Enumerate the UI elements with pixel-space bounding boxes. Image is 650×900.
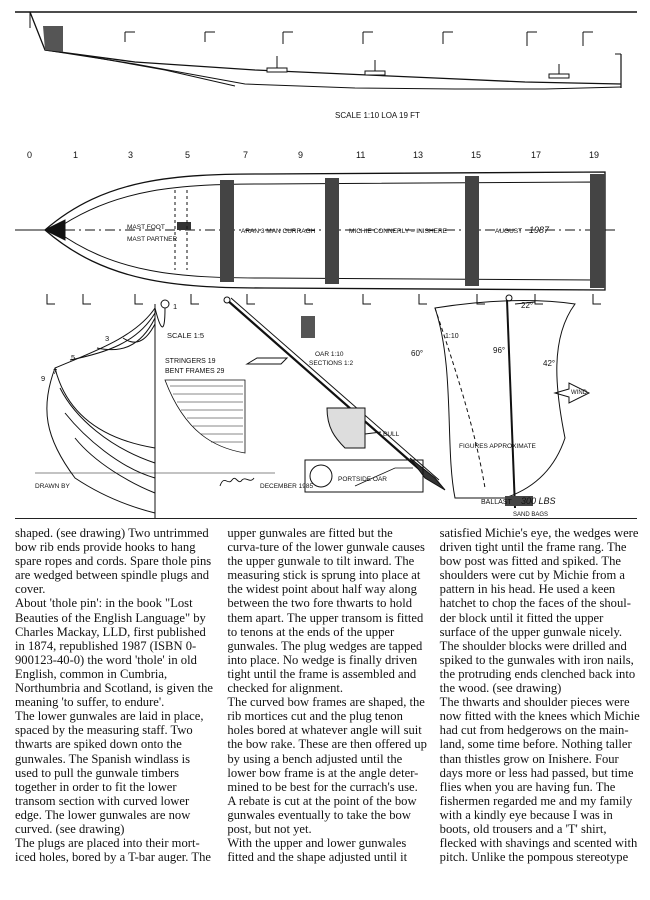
bent-frames-label: BENT FRAMES 29 (165, 368, 225, 375)
svg-text:0: 0 (27, 150, 33, 160)
aran-label: ARAN 3 MAN CURRAGH (241, 228, 316, 235)
michie-label: MICHIE CONNERLY – INISHERE (349, 228, 448, 235)
paragraph: With the upper and lower gunwales fitted and the shape adjusted until it (227, 836, 408, 865)
column-2 (227, 526, 427, 864)
svg-text:3: 3 (128, 150, 134, 160)
svg-text:15: 15 (471, 150, 482, 160)
svg-text:5: 5 (185, 150, 191, 160)
body-station-1: 1 (173, 302, 178, 311)
oar-scale-label: OAR 1:10 (315, 351, 344, 358)
svg-text:1: 1 (73, 150, 79, 160)
svg-text:11: 11 (356, 150, 366, 160)
paragraph: The plugs are placed into their mort-iced holes, bored by a T-bar auger. The (15, 836, 211, 865)
body-station-5: 5 (71, 353, 76, 362)
oar-sections-label: SECTIONS 1:2 (309, 360, 354, 367)
angle-mid-label: 96° (493, 346, 506, 355)
ballast-value-label: 300 LBS (521, 496, 556, 506)
year-label: 1987 (529, 225, 550, 235)
paragraph: The curved bow frames are shaped, the rib mortices cut and the plug tenon holes bored at whatever angle will suit the bow rake. These are then offered up by using a bench adjusted until the lower bow frame is at the angle deter-mined to be best for the currach's use. A rebate is cut at the point of the bow gunwales eventually to take the bow post, but not yet. (227, 695, 427, 836)
column-3 (440, 526, 640, 864)
paragraph: About 'thole pin': in the book "Lost Beauties of the English Language" by Charles Mackay, LLD, first published in 1874, republished 1987 (ISBN 0-900123-40-0) the word 'thole' in old English, common in Cumbria, Northumbria and Scotland, is given the meaning 'to suffer, to endure'. (15, 596, 213, 710)
figures-approx-label: FIGURES APPROXIMATE (459, 443, 536, 450)
portside-oar-label: PORTSIDE OAR (338, 476, 388, 483)
body-station-9: 9 (41, 374, 46, 383)
body-scale-label: SCALE 1:5 (167, 331, 205, 340)
profile-view (15, 12, 637, 120)
paragraph: shaped. (see drawing) Two untrimmed bow rib ends provide hooks to hang spare ropes and cords. Spare thole pins are wedged between spindle plugs and cover. (15, 526, 212, 597)
paragraph: The thwarts and shoulder pieces were now fitted with the knees which Michie had cut from hedgerows on the main-land, some time before. Nothing taller than thistles grow on Inishere. Four days more or less had passed, but time flies when you are having fun. The fishermen regarded me and my family with a kindly eye because I was in boots, old trousers and a 'T' shirt, flecked with shavings and scented with pitch. Unlike the pompous stereotype (439, 695, 640, 865)
mast-partner-label: MAST PARTNER (127, 236, 178, 243)
svg-text:19: 19 (589, 150, 600, 160)
svg-text:13: 13 (413, 150, 424, 160)
svg-text:7: 7 (243, 150, 249, 160)
body-plan (35, 300, 313, 518)
paragraph: upper gunwales are fitted but the curva-ture of the lower gunwale causes the upper gunwale to tilt inward. The measuring stick is sprung into place at the widest point about half way along between the two fore thwarts to hold them apart. The upper transom is fitted to tenons at the ends of the upper gunwales. The plug wedges are tapped into place. No wedge is finally driven tight until the frame is assembled and checked for alignment. (227, 526, 425, 696)
technical-drawing (15, 8, 637, 519)
station-numbers (27, 150, 599, 160)
angle-left-label: 60° (411, 349, 424, 358)
curragh-plans (15, 8, 637, 518)
sand-bags-label: SAND BAGS (513, 512, 549, 518)
wind-label: WIND (571, 390, 587, 396)
body-station-3: 3 (105, 334, 110, 343)
drawn-by-label: DRAWN BY (35, 483, 70, 490)
ballast-label: BALLAST (481, 499, 512, 506)
sail-scale-label: 1:10 (445, 333, 459, 340)
svg-text:9: 9 (298, 150, 304, 160)
article-body (15, 526, 640, 864)
column-1 (15, 526, 215, 864)
body-station-7: 7 (53, 367, 58, 376)
oar-drawing (224, 297, 445, 492)
paragraph: satisfied Michie's eye, the wedges were driven tight until the frame rang. The bow post was fitted and spiked. The shoulders were cut by Michie from a pattern in his head. He used a keen hatchet to chop the faces of the shoul-der block until it fitted the upper surface of the upper gunwale nicely. The shoulder blocks were drilled and spiked to the gunwales with iron nails, the protruding ends clenched back into the wood. (see drawing) (439, 526, 639, 696)
angle-right-label: 42° (543, 359, 556, 368)
plan-view (15, 172, 615, 304)
drawn-date-label: DECEMBER 1985 (260, 483, 314, 490)
paragraph: The lower gunwales are laid in place, spaced by the measuring staff. Two thwarts are spiked down onto the gunwales. The Spanish windlass is used to pull the gunwale timbers together in order to fit the lower transom section with curved lower edge. The lower gunwales are now curved. (see drawing) (15, 709, 204, 836)
profile-scale-label: SCALE 1:10 LOA 19 FT (335, 111, 420, 120)
mast-foot-label: MAST FOOT (127, 224, 165, 231)
svg-text:17: 17 (531, 150, 542, 160)
stringers-label: STRINGERS 19 (165, 358, 216, 365)
august-label: AUGUST (495, 228, 523, 235)
bull-label: BULL (383, 431, 400, 438)
angle-top-label: 22° (521, 301, 534, 310)
